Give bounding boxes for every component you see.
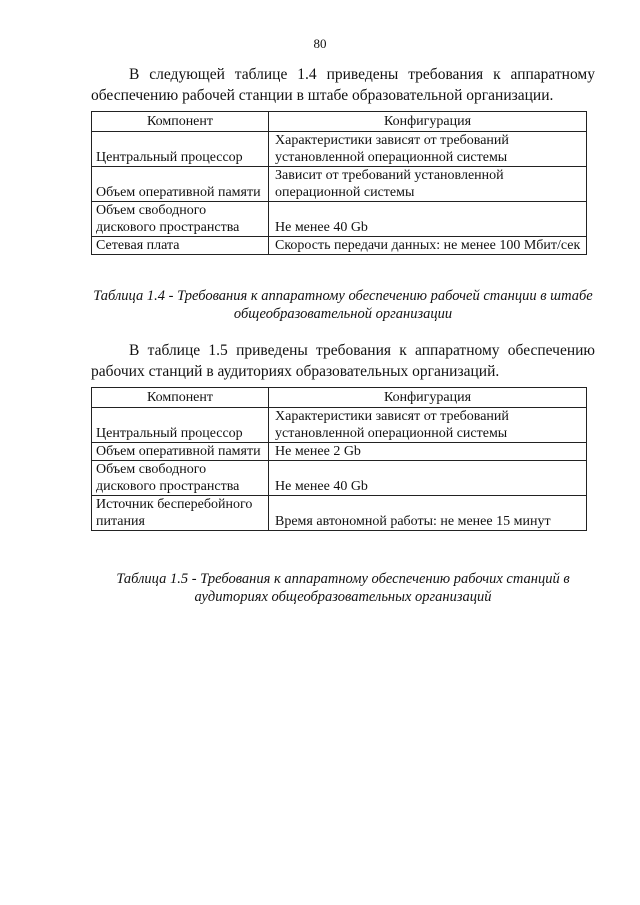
hardware-requirements-table-1-4 <box>91 111 587 255</box>
column-header-component: Компонент <box>92 112 269 132</box>
intro-paragraph-table-1-4: В следующей таблице 1.4 приведены требования к аппаратному обеспечению рабочей станции в штабе образовательной организации. <box>91 66 595 104</box>
component-cell: Источник бесперебойного питания <box>92 496 269 531</box>
intro-paragraph-table-1-5: В таблице 1.5 приведены требования к аппаратному обеспечению рабочих станций в аудиториях образовательных организаций. <box>91 342 595 380</box>
component-cell: Объем оперативной памяти <box>92 167 269 202</box>
component-cell: Сетевая плата <box>92 237 269 255</box>
table-1-5-caption: Таблица 1.5 - Требования к аппаратному обеспечению рабочих станций в аудиториях общеобразовательных организаций <box>116 571 570 605</box>
component-cell: Объем оперативной памяти <box>92 443 269 461</box>
configuration-cell: Не менее 40 Gb <box>269 202 587 237</box>
configuration-cell: Не менее 40 Gb <box>269 461 587 496</box>
table-1-4-caption: Таблица 1.4 - Требования к аппаратному обеспечению рабочей станции в штабе общеобразовательной организации <box>93 288 593 322</box>
component-cell: Объем свободного дискового пространства <box>92 202 269 237</box>
configuration-cell: Не менее 2 Gb <box>269 443 587 461</box>
table-row <box>92 202 587 237</box>
table-row <box>92 237 587 255</box>
column-header-configuration: Конфигурация <box>269 388 587 408</box>
hardware-requirements-table-1-5 <box>91 387 587 531</box>
table-row <box>92 132 587 167</box>
configuration-cell: Время автономной работы: не менее 15 минут <box>269 496 587 531</box>
configuration-cell: Характеристики зависят от требований установленной операционной системы <box>269 132 587 167</box>
table-row <box>92 167 587 202</box>
table-header-row <box>92 388 587 408</box>
configuration-cell: Зависит от требований установленной операционной системы <box>269 167 587 202</box>
configuration-cell: Характеристики зависят от требований установленной операционной системы <box>269 408 587 443</box>
table-row <box>92 443 587 461</box>
table-row <box>92 461 587 496</box>
column-header-component: Компонент <box>92 388 269 408</box>
table-header-row <box>92 112 587 132</box>
table-row <box>92 496 587 531</box>
component-cell: Объем свободного дискового пространства <box>92 461 269 496</box>
component-cell: Центральный процессор <box>92 132 269 167</box>
configuration-cell: Скорость передачи данных: не менее 100 Мбит/сек <box>269 237 587 255</box>
page-number: 80 <box>313 36 327 51</box>
table-row <box>92 408 587 443</box>
column-header-configuration: Конфигурация <box>269 112 587 132</box>
component-cell: Центральный процессор <box>92 408 269 443</box>
